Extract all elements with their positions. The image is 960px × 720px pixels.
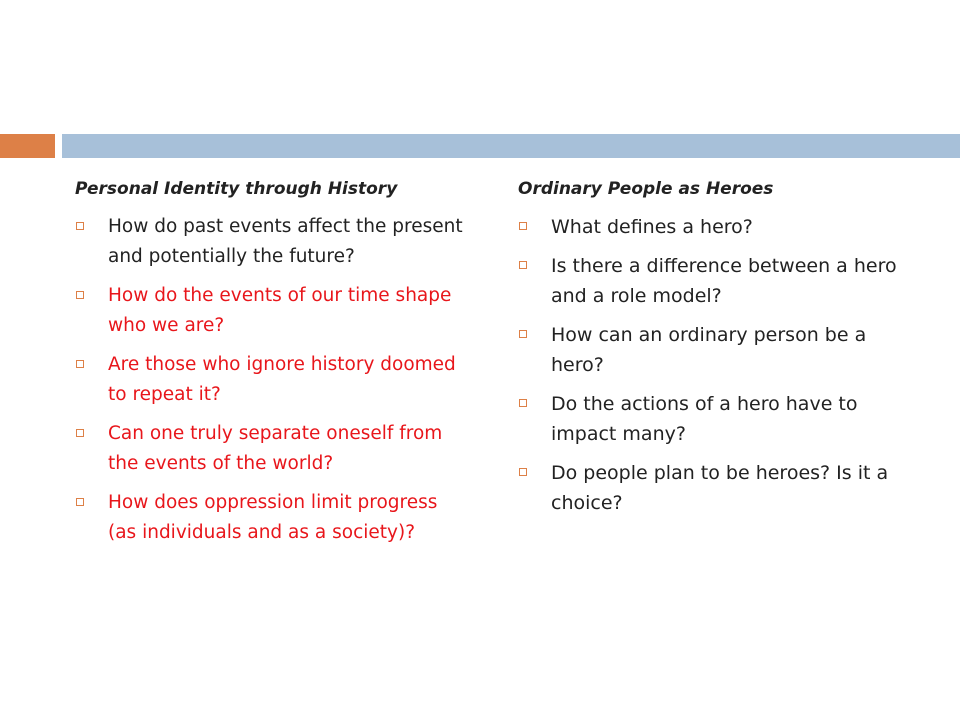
- list-item: [518, 320, 908, 380]
- list-item: [518, 458, 908, 518]
- square-bullet-icon: [76, 360, 84, 368]
- list-item-text: Are those who ignore history doomed to repeat it?: [108, 354, 456, 405]
- list-item: [518, 212, 908, 242]
- right-heading: Ordinary People as Heroes: [518, 179, 774, 199]
- square-bullet-icon: [519, 330, 527, 338]
- square-bullet-icon: [519, 261, 527, 269]
- square-bullet-icon: [76, 429, 84, 437]
- square-bullet-icon: [519, 399, 527, 407]
- list-item-text: Is there a difference between a hero and a role model?: [551, 255, 897, 307]
- list-item: [75, 350, 465, 410]
- list-item-text: How can an ordinary person be a hero?: [551, 324, 867, 376]
- square-bullet-icon: [76, 222, 84, 230]
- list-item-text: Can one truly separate oneself from the events of the world?: [108, 423, 443, 474]
- accent-bar-blue: [62, 134, 960, 158]
- left-column: [75, 176, 465, 557]
- left-list: [75, 212, 465, 548]
- list-item-text: What defines a hero?: [551, 216, 753, 238]
- list-item: [518, 251, 908, 311]
- right-column: [518, 176, 908, 527]
- list-item: [518, 389, 908, 449]
- list-item: [75, 212, 465, 272]
- list-item-text: How does oppression limit progress (as individuals and as a society)?: [108, 492, 438, 543]
- list-item: [75, 281, 465, 341]
- list-item: [75, 488, 465, 548]
- left-heading: Personal Identity through History: [75, 179, 398, 199]
- list-item-text: How do past events affect the present and potentially the future?: [108, 216, 463, 267]
- list-item-text: How do the events of our time shape who we are?: [108, 285, 452, 336]
- accent-bar-orange: [0, 134, 55, 158]
- list-item-text: Do the actions of a hero have to impact many?: [551, 393, 858, 445]
- right-list: [518, 212, 908, 518]
- square-bullet-icon: [76, 291, 84, 299]
- square-bullet-icon: [519, 222, 527, 230]
- list-item-text: Do people plan to be heroes? Is it a choice?: [551, 462, 889, 514]
- list-item: [75, 419, 465, 479]
- square-bullet-icon: [519, 468, 527, 476]
- square-bullet-icon: [76, 498, 84, 506]
